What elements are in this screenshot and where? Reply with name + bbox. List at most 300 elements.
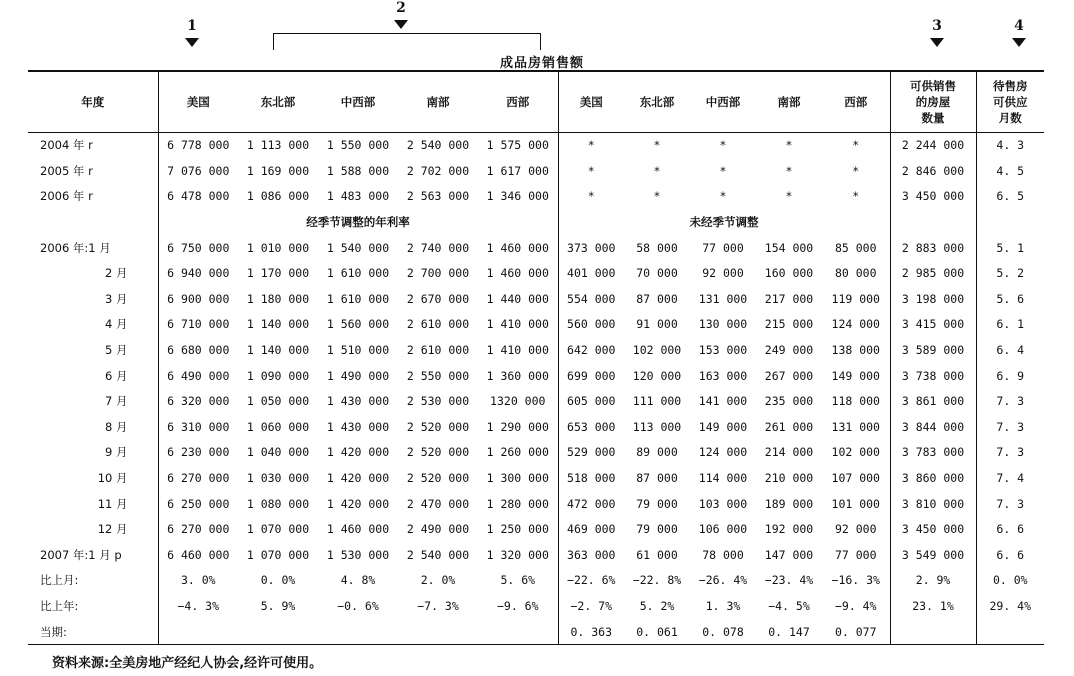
table-cell: 6. 6 xyxy=(996,547,1025,562)
row-label: 2 月 xyxy=(28,260,158,286)
table-cell: 102 000 xyxy=(632,343,682,358)
table-cell: 1 360 000 xyxy=(478,363,558,389)
table-cell: 141 000 xyxy=(698,394,748,409)
table-cell: 70 000 xyxy=(636,266,678,281)
table-cell: 0. 078 xyxy=(690,619,756,645)
table-cell: 2 490 000 xyxy=(406,522,470,537)
table-cell: 1 430 000 xyxy=(326,419,390,434)
header-months-line: 待售房 xyxy=(993,78,1028,93)
row-label: 比上年: xyxy=(28,593,158,619)
table-cell: −23. 4% xyxy=(764,573,814,588)
table-cell: 1 530 000 xyxy=(326,547,390,562)
table-cell: −9. 6% xyxy=(478,593,558,619)
table-cell: 87 000 xyxy=(636,291,678,306)
table-cell: 3 589 000 xyxy=(890,337,976,363)
table-cell: 3 844 000 xyxy=(890,414,976,440)
row-label: 4 月 xyxy=(28,312,158,338)
table-cell: 401 000 xyxy=(567,266,616,281)
table-cell: 0. 0% xyxy=(260,573,296,588)
header-sa-midwest: 中西部 xyxy=(340,94,376,109)
header-year: 年度 xyxy=(28,71,158,132)
table-cell: * xyxy=(785,163,793,178)
table-cell: 6 900 000 xyxy=(167,291,230,306)
table-cell: 5. 2 xyxy=(996,266,1025,281)
table-cell: 147 000 xyxy=(764,547,814,562)
table-cell: 6 778 000 xyxy=(167,138,230,153)
table-cell: 1 086 000 xyxy=(246,189,310,204)
arrow-4-icon xyxy=(1012,38,1026,47)
table-cell: 217 000 xyxy=(764,291,814,306)
table-cell: 102 000 xyxy=(822,440,890,466)
table-cell: 2 530 000 xyxy=(406,394,470,409)
header-sa-us: 美国 xyxy=(186,94,210,109)
table-cell: 1 610 000 xyxy=(326,266,390,281)
table-row xyxy=(28,516,1044,542)
table-cell: 1 410 000 xyxy=(478,312,558,338)
table-cell: 7. 3 xyxy=(996,394,1025,409)
table-cell: 529 000 xyxy=(567,445,616,460)
table-cell: 6 310 000 xyxy=(167,419,230,434)
table-cell: 2 702 000 xyxy=(406,163,470,178)
table-cell xyxy=(318,619,398,645)
row-label: 8 月 xyxy=(28,414,158,440)
table-cell: 1 090 000 xyxy=(246,368,310,383)
header-nsa-midwest: 中西部 xyxy=(705,94,741,109)
header-months xyxy=(976,71,1044,132)
table-cell: 2 670 000 xyxy=(406,291,470,306)
table-cell: 2 520 000 xyxy=(406,445,470,460)
table-cell: 1 170 000 xyxy=(246,266,310,281)
table-row xyxy=(28,158,1044,184)
table-cell: −7. 3% xyxy=(417,598,459,613)
table-cell: 3 549 000 xyxy=(890,542,976,568)
table-cell: 6. 6 xyxy=(996,522,1025,537)
table-cell: * xyxy=(719,189,727,204)
table-cell: 79 000 xyxy=(636,496,678,511)
table-cell: 1 280 000 xyxy=(478,491,558,517)
table-cell: 77 000 xyxy=(822,542,890,568)
table-row xyxy=(28,542,1044,568)
table-cell: 653 000 xyxy=(567,419,616,434)
source-note: 资料来源:全美房地产经纪人协会,经许可使用。 xyxy=(52,656,323,671)
table-cell: * xyxy=(719,138,727,153)
table-cell: 5. 1 xyxy=(996,240,1025,255)
row-label: 2006 年 r xyxy=(28,184,158,210)
table-cell: 214 000 xyxy=(764,445,814,460)
table-cell xyxy=(478,619,558,645)
table-cell: 6. 4 xyxy=(996,343,1025,358)
table-cell: 2 700 000 xyxy=(406,266,470,281)
table-cell: 120 000 xyxy=(632,368,682,383)
table-cell: 6 490 000 xyxy=(167,368,230,383)
header-supply-line: 数量 xyxy=(921,110,945,125)
table-cell: 23. 1% xyxy=(890,593,976,619)
table-cell: 79 000 xyxy=(636,522,678,537)
table-cell: 1 510 000 xyxy=(326,343,390,358)
header-sa-northeast: 东北部 xyxy=(260,94,296,109)
table-cell: 101 000 xyxy=(822,491,890,517)
subheader-row xyxy=(28,209,1044,235)
table-cell: 2 470 000 xyxy=(406,496,470,511)
table-cell: 1 060 000 xyxy=(246,419,310,434)
group-bracket xyxy=(273,33,541,50)
marker-2: 2 xyxy=(396,0,406,16)
table-cell: 0. 061 xyxy=(624,619,690,645)
table-cell: 6 250 000 xyxy=(167,496,230,511)
row-label: 6 月 xyxy=(28,363,158,389)
subheader-seasonally-adjusted: 经季节调整的年利率 xyxy=(158,209,558,235)
row-label: 3 月 xyxy=(28,286,158,312)
table-cell: 6 940 000 xyxy=(167,266,230,281)
table-cell: 1 070 000 xyxy=(246,522,310,537)
table-cell: 2. 9% xyxy=(890,568,976,594)
table-cell: 29. 4% xyxy=(989,598,1032,613)
table-cell: * xyxy=(587,163,595,178)
header-sa-south: 南部 xyxy=(426,94,450,109)
table-cell: 0. 147 xyxy=(756,619,822,645)
table-cell: 1 250 000 xyxy=(478,516,558,542)
table-row xyxy=(28,465,1044,491)
table-row xyxy=(28,337,1044,363)
table-cell: 5. 9% xyxy=(260,598,296,613)
header-months-line: 可供应 xyxy=(993,94,1028,109)
table-cell: 1 050 000 xyxy=(246,394,310,409)
table-cell: 1 010 000 xyxy=(246,240,310,255)
table-cell: 1 588 000 xyxy=(326,163,390,178)
header-nsa-west: 西部 xyxy=(822,71,890,132)
table-cell: 1 410 000 xyxy=(478,337,558,363)
table-cell: 1320 000 xyxy=(478,388,558,414)
row-label: 10 月 xyxy=(28,465,158,491)
table-cell xyxy=(238,619,318,645)
table-cell: 3 860 000 xyxy=(890,465,976,491)
table-cell: * xyxy=(653,138,661,153)
table-cell: 138 000 xyxy=(822,337,890,363)
table-row xyxy=(28,312,1044,338)
table-cell: −4. 5% xyxy=(768,598,810,613)
table-cell: 1 346 000 xyxy=(478,184,558,210)
table-cell: 6 750 000 xyxy=(167,240,230,255)
table-cell: 154 000 xyxy=(764,240,814,255)
table-cell: * xyxy=(785,138,793,153)
table-cell: −2. 7% xyxy=(570,598,613,613)
table-cell: 0. 077 xyxy=(822,619,890,645)
table-cell: 3 450 000 xyxy=(890,516,976,542)
arrow-1-icon xyxy=(185,38,199,47)
table-cell: 78 000 xyxy=(702,547,744,562)
table-cell: 2 520 000 xyxy=(406,471,470,486)
table-cell: 363 000 xyxy=(567,547,616,562)
table-cell: * xyxy=(653,189,661,204)
table-cell: 3. 0% xyxy=(180,573,216,588)
table-cell: 189 000 xyxy=(764,496,814,511)
table-cell: 7. 3 xyxy=(996,445,1025,460)
table-row xyxy=(28,414,1044,440)
table-cell: 58 000 xyxy=(636,240,678,255)
table-cell: 1 610 000 xyxy=(326,291,390,306)
table-cell: * xyxy=(653,163,661,178)
table-cell: 6 478 000 xyxy=(167,189,230,204)
table-row xyxy=(28,440,1044,466)
table-cell: 6 460 000 xyxy=(167,547,230,562)
table-cell: 6 710 000 xyxy=(167,317,230,332)
table-cell: 1 540 000 xyxy=(326,240,390,255)
table-cell: 605 000 xyxy=(567,394,616,409)
table-cell: 3 415 000 xyxy=(890,312,976,338)
table-cell: 7. 3 xyxy=(996,496,1025,511)
table-cell: 131 000 xyxy=(698,291,748,306)
table-row xyxy=(28,184,1044,210)
table-cell: 2 540 000 xyxy=(406,547,470,562)
table-cell: 4. 3 xyxy=(996,138,1025,153)
table-cell: 261 000 xyxy=(764,419,814,434)
table-cell: 92 000 xyxy=(702,266,744,281)
header-supply-line: 的房屋 xyxy=(915,94,951,109)
table-cell: 5. 6 xyxy=(996,291,1025,306)
table-cell: 2 563 000 xyxy=(406,189,470,204)
table-cell: 114 000 xyxy=(698,471,748,486)
table-cell: 3 450 000 xyxy=(890,184,976,210)
table-cell: 699 000 xyxy=(567,368,616,383)
table-cell: 3 861 000 xyxy=(890,388,976,414)
table-cell xyxy=(158,619,238,645)
marker-4: 4 xyxy=(1014,18,1024,34)
table-row xyxy=(28,235,1044,261)
table-cell: 469 000 xyxy=(567,522,616,537)
marker-1: 1 xyxy=(187,18,197,34)
header-nsa-south: 南部 xyxy=(777,94,801,109)
subheader-not-adjusted: 未经季节调整 xyxy=(558,209,890,235)
table-cell: 3 198 000 xyxy=(890,286,976,312)
table-cell: 6 230 000 xyxy=(167,445,230,460)
table-cell: −0. 6% xyxy=(337,598,379,613)
table-row xyxy=(28,491,1044,517)
table-cell: 7 076 000 xyxy=(167,163,230,178)
marker-3: 3 xyxy=(932,18,942,34)
table-cell: 642 000 xyxy=(567,343,616,358)
table-cell: 106 000 xyxy=(698,522,748,537)
table-cell: 6 270 000 xyxy=(167,522,230,537)
row-label: 9 月 xyxy=(28,440,158,466)
table-row xyxy=(28,568,1044,594)
table-cell: 1 080 000 xyxy=(246,496,310,511)
table-row xyxy=(28,388,1044,414)
table-cell: 119 000 xyxy=(822,286,890,312)
table-cell: 2 883 000 xyxy=(890,235,976,261)
table-cell: * xyxy=(587,189,595,204)
table-cell: 1 420 000 xyxy=(326,471,390,486)
header-sa-west: 西部 xyxy=(478,71,558,132)
table-cell: 61 000 xyxy=(636,547,678,562)
row-label: 当期: xyxy=(28,619,158,645)
header-supply-line: 可供销售 xyxy=(910,78,956,93)
table-cell: 77 000 xyxy=(702,240,744,255)
table-cell: 1 460 000 xyxy=(326,522,390,537)
table-cell: 111 000 xyxy=(632,394,682,409)
table-cell: 235 000 xyxy=(764,394,814,409)
table-cell: 0. 0% xyxy=(992,573,1028,588)
table-cell: * xyxy=(822,158,890,184)
table-cell: 1 490 000 xyxy=(326,368,390,383)
arrow-3-icon xyxy=(930,38,944,47)
table-cell: 210 000 xyxy=(764,471,814,486)
row-label: 比上月: xyxy=(28,568,158,594)
table-cell: 89 000 xyxy=(636,445,678,460)
table-cell: 1 169 000 xyxy=(246,163,310,178)
table-cell: 6. 9 xyxy=(996,368,1025,383)
table-cell: 6. 1 xyxy=(996,317,1025,332)
table-cell: 1 430 000 xyxy=(326,394,390,409)
table-cell: −22. 6% xyxy=(567,573,616,588)
table-cell: 163 000 xyxy=(698,368,748,383)
row-label: 12 月 xyxy=(28,516,158,542)
table-cell: 1 113 000 xyxy=(246,138,310,153)
table-row xyxy=(28,363,1044,389)
table-cell: 2 985 000 xyxy=(890,260,976,286)
table-cell: 1 260 000 xyxy=(478,440,558,466)
header-months-line: 月数 xyxy=(998,110,1022,125)
table-cell: 472 000 xyxy=(567,496,616,511)
table-cell: * xyxy=(822,132,890,158)
table-cell: 1 290 000 xyxy=(478,414,558,440)
table-cell: 192 000 xyxy=(764,522,814,537)
table-cell xyxy=(976,619,1044,645)
header-nsa-us: 美国 xyxy=(579,94,603,109)
table-cell: 1 180 000 xyxy=(246,291,310,306)
table-cell: 4. 5 xyxy=(996,163,1025,178)
table-cell: 2 540 000 xyxy=(406,138,470,153)
sales-table xyxy=(28,70,1044,645)
table-cell: −9. 4% xyxy=(822,593,890,619)
table-cell: 2 610 000 xyxy=(406,317,470,332)
table-cell: 5. 6% xyxy=(478,568,558,594)
table-cell: 149 000 xyxy=(822,363,890,389)
table-row xyxy=(28,286,1044,312)
table-cell: * xyxy=(587,138,595,153)
table-cell: 153 000 xyxy=(698,343,748,358)
table-cell: 80 000 xyxy=(822,260,890,286)
table-cell: 554 000 xyxy=(567,291,616,306)
table-cell: 518 000 xyxy=(567,471,616,486)
table-cell: * xyxy=(822,184,890,210)
table-cell: 1 300 000 xyxy=(478,465,558,491)
table-cell: 103 000 xyxy=(698,496,748,511)
table-cell: 2 550 000 xyxy=(406,368,470,383)
table-cell: 4. 8% xyxy=(340,573,376,588)
row-label: 2005 年 r xyxy=(28,158,158,184)
table-cell: 2. 0% xyxy=(420,573,456,588)
table-cell: * xyxy=(785,189,793,204)
group-title: 成品房销售额 xyxy=(500,56,585,71)
table-cell: 124 000 xyxy=(698,445,748,460)
table-cell: 215 000 xyxy=(764,317,814,332)
table-row xyxy=(28,619,1044,645)
header-row xyxy=(28,71,1044,132)
table-cell: 118 000 xyxy=(822,388,890,414)
table-cell: 2 244 000 xyxy=(890,132,976,158)
table-cell: 249 000 xyxy=(764,343,814,358)
table-cell: 160 000 xyxy=(764,266,814,281)
table-cell: 1 460 000 xyxy=(478,235,558,261)
table-row xyxy=(28,593,1044,619)
table-cell: 85 000 xyxy=(822,235,890,261)
table-cell: 2 846 000 xyxy=(890,158,976,184)
table-cell: 1 550 000 xyxy=(326,138,390,153)
table-cell: 91 000 xyxy=(636,317,678,332)
table-cell: 1 040 000 xyxy=(246,445,310,460)
table-cell: 1 560 000 xyxy=(326,317,390,332)
table-cell: 149 000 xyxy=(698,419,748,434)
table-cell: 7. 3 xyxy=(996,419,1025,434)
table-cell: 1 140 000 xyxy=(246,317,310,332)
table-cell: 1 070 000 xyxy=(246,547,310,562)
table-row xyxy=(28,260,1044,286)
table-cell: 1 140 000 xyxy=(246,343,310,358)
table-cell: 3 810 000 xyxy=(890,491,976,517)
table-cell: 3 738 000 xyxy=(890,363,976,389)
row-label: 5 月 xyxy=(28,337,158,363)
header-supply xyxy=(890,71,976,132)
table-cell: 0. 363 xyxy=(558,619,624,645)
table-row xyxy=(28,132,1044,158)
table-cell: 107 000 xyxy=(822,465,890,491)
table-cell: 1 617 000 xyxy=(478,158,558,184)
table-cell: 6 320 000 xyxy=(167,394,230,409)
row-label: 2007 年:1 月 p xyxy=(28,542,158,568)
table-cell: 1 320 000 xyxy=(478,542,558,568)
table-cell: 1 460 000 xyxy=(478,260,558,286)
table-cell: 130 000 xyxy=(698,317,748,332)
row-label: 2004 年 r xyxy=(28,132,158,158)
table-cell: 1 440 000 xyxy=(478,286,558,312)
table-cell: 1 420 000 xyxy=(326,496,390,511)
table-cell: 560 000 xyxy=(567,317,616,332)
table-cell: 2 520 000 xyxy=(406,419,470,434)
row-label: 2006 年:1 月 xyxy=(28,235,158,261)
table-cell: 3 783 000 xyxy=(890,440,976,466)
arrow-2-icon xyxy=(394,20,408,29)
table-cell: 6 680 000 xyxy=(167,343,230,358)
table-cell xyxy=(890,619,976,645)
row-label: 7 月 xyxy=(28,388,158,414)
table-cell: 87 000 xyxy=(636,471,678,486)
table-cell: 131 000 xyxy=(822,414,890,440)
row-label: 11 月 xyxy=(28,491,158,517)
table-cell: * xyxy=(719,163,727,178)
table-cell: 1. 3% xyxy=(705,598,741,613)
table-cell: 2 610 000 xyxy=(406,343,470,358)
table-cell: 1 420 000 xyxy=(326,445,390,460)
table-cell: 267 000 xyxy=(764,368,814,383)
table-cell: 124 000 xyxy=(822,312,890,338)
table-cell: 7. 4 xyxy=(996,471,1025,486)
table-cell: −22. 8% xyxy=(632,573,682,588)
table-cell: 1 575 000 xyxy=(478,132,558,158)
table-cell: 6. 5 xyxy=(996,189,1025,204)
table-cell: 373 000 xyxy=(567,240,616,255)
table-cell xyxy=(398,619,478,645)
table-cell: 92 000 xyxy=(822,516,890,542)
table-cell: 5. 2% xyxy=(639,598,675,613)
table-cell: 1 030 000 xyxy=(246,471,310,486)
table-cell: 113 000 xyxy=(632,419,682,434)
table-cell: 1 483 000 xyxy=(326,189,390,204)
table-cell: −26. 4% xyxy=(698,573,748,588)
table-cell: −4. 3% xyxy=(177,598,220,613)
table-cell: 6 270 000 xyxy=(167,471,230,486)
header-nsa-northeast: 东北部 xyxy=(639,94,675,109)
table-cell: −16. 3% xyxy=(822,568,890,594)
